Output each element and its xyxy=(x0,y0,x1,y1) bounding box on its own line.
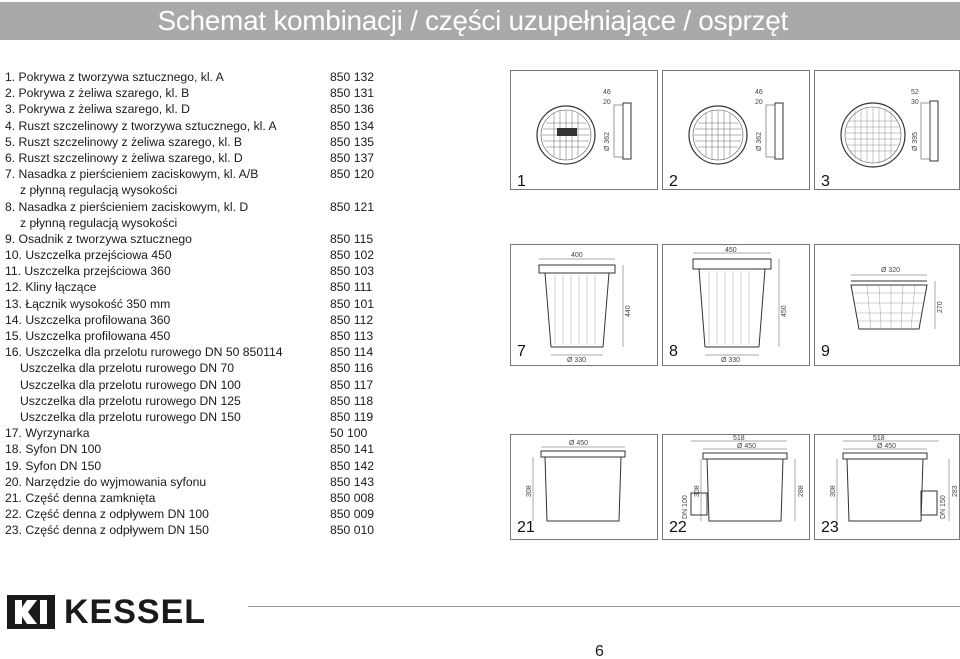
part-label: 22. Część denna z odpływem DN 100 xyxy=(5,507,209,522)
part-code: 850 120 xyxy=(330,167,375,182)
svg-text:30: 30 xyxy=(911,99,919,106)
svg-text:400: 400 xyxy=(571,252,583,259)
part-list-item xyxy=(5,215,375,231)
svg-text:Ø 450: Ø 450 xyxy=(737,443,757,450)
svg-text:450: 450 xyxy=(725,247,737,254)
svg-text:Ø 450: Ø 450 xyxy=(569,440,589,447)
header-bar xyxy=(0,2,960,40)
page-number: 6 xyxy=(595,643,604,659)
part-list-item xyxy=(5,279,375,295)
part-code: 850 135 xyxy=(330,134,375,149)
cover-plastic-drawing xyxy=(511,71,657,189)
part-label: Uszczelka dla przelotu rurowego DN 100 xyxy=(20,377,241,392)
part-label: 1. Pokrywa z tworzywa sztucznego, kl. A xyxy=(5,70,224,84)
part-label: 7. Nasadka z pierścieniem zaciskowym, kl. A/B xyxy=(5,167,259,182)
svg-text:20: 20 xyxy=(603,99,611,106)
part-list-item xyxy=(5,474,375,490)
svg-text:518: 518 xyxy=(733,435,745,442)
drawing-number: 2 xyxy=(669,173,678,190)
part-code: 850 119 xyxy=(330,409,374,424)
svg-text:Ø 320: Ø 320 xyxy=(881,267,901,274)
part-code: 850 111 xyxy=(330,280,373,295)
part-label: 14. Uszczelka profilowana 360 xyxy=(5,312,171,327)
part-code: 850 115 xyxy=(330,231,374,246)
drawing-number: 21 xyxy=(517,519,535,536)
part-code: 850 103 xyxy=(330,264,375,279)
part-code: 850 010 xyxy=(330,523,375,538)
drawing-frame-7 xyxy=(510,244,658,366)
part-label: 15. Uszczelka profilowana 450 xyxy=(5,329,171,343)
part-list-item xyxy=(5,182,375,198)
drawings-grid xyxy=(510,70,960,540)
drawing-frame-22 xyxy=(662,434,810,540)
svg-text:440: 440 xyxy=(625,305,632,317)
part-list-item xyxy=(5,458,375,474)
part-list-item xyxy=(5,393,375,409)
part-code: 850 132 xyxy=(330,70,375,84)
part-label: Uszczelka dla przelotu rurowego DN 70 xyxy=(20,361,235,376)
svg-text:46: 46 xyxy=(603,89,611,96)
brand-name: KESSEL xyxy=(64,593,207,631)
cover-cast-iron-b-drawing xyxy=(663,71,809,189)
part-list-item xyxy=(5,377,375,393)
part-label: 3. Pokrywa z żeliwa szarego, kl. D xyxy=(5,102,190,117)
part-code: 850 116 xyxy=(330,361,374,376)
part-label: 2. Pokrywa z żeliwa szarego, kl. B xyxy=(5,86,190,101)
part-list-item xyxy=(5,409,375,425)
part-list-item xyxy=(5,134,375,150)
part-list-item xyxy=(5,199,375,215)
part-label: 6. Ruszt szczelinowy z żeliwa szarego, kl. D xyxy=(5,150,243,165)
drawing-number: 9 xyxy=(821,343,830,360)
part-list-item xyxy=(5,344,375,360)
svg-text:308: 308 xyxy=(526,485,533,497)
part-label: 12. Kliny łączące xyxy=(5,280,97,295)
part-code: 850 114 xyxy=(330,345,374,360)
part-list-item xyxy=(5,85,375,101)
part-list-item xyxy=(5,69,375,85)
part-list-item xyxy=(5,118,375,134)
drawing-number: 8 xyxy=(669,343,678,360)
part-label: 18. Syfon DN 100 xyxy=(5,442,102,457)
part-list-item xyxy=(5,506,375,522)
part-list-item xyxy=(5,312,375,328)
svg-text:Ø 330: Ø 330 xyxy=(567,357,587,364)
part-list-item xyxy=(5,231,375,247)
drawing-frame-1 xyxy=(510,70,658,190)
part-list-item xyxy=(5,328,375,344)
top-piece-d-drawing xyxy=(663,245,809,365)
part-label: 21. Część denna zamknięta xyxy=(5,490,156,505)
part-code: 850 141 xyxy=(330,442,375,457)
part-code: 50 100 xyxy=(330,426,368,441)
part-label: 16. Uszczelka dla przelotu rurowego DN 50 850114 xyxy=(5,345,283,360)
svg-text:Ø 395: Ø 395 xyxy=(912,131,919,151)
svg-text:450: 450 xyxy=(781,305,788,317)
drawing-number: 23 xyxy=(821,519,839,536)
part-label: Uszczelka dla przelotu rurowego DN 125 xyxy=(20,393,241,408)
svg-text:DN 150: DN 150 xyxy=(940,495,947,519)
cover-cast-iron-d-drawing xyxy=(815,71,959,189)
svg-text:308: 308 xyxy=(694,485,701,497)
part-list-item xyxy=(5,150,375,166)
drawing-number: 1 xyxy=(517,173,526,190)
svg-text:Ø 450: Ø 450 xyxy=(877,443,897,450)
drawing-frame-23 xyxy=(814,434,960,540)
svg-text:270: 270 xyxy=(937,301,944,313)
sediment-basket-drawing xyxy=(815,245,959,365)
part-list-item xyxy=(5,166,375,182)
part-label: 13. Łącznik wysokość 350 mm xyxy=(5,296,171,311)
part-list-item xyxy=(5,425,375,441)
svg-text:518: 518 xyxy=(873,435,885,442)
drawing-frame-8 xyxy=(662,244,810,366)
part-code: 850 113 xyxy=(330,329,374,343)
part-list-item xyxy=(5,490,375,506)
part-label: 4. Ruszt szczelinowy z tworzywa sztucznego, kl. A xyxy=(5,118,277,133)
page-title: Schemat kombinacji / części uzupełniające / osprzęt xyxy=(157,5,788,36)
part-label: 20. Narzędzie do wyjmowania syfonu xyxy=(5,474,207,489)
part-code: 850 121 xyxy=(330,199,375,214)
kessel-logo xyxy=(7,595,227,629)
drawing-frame-21 xyxy=(510,434,658,540)
svg-text:DN 100: DN 100 xyxy=(682,495,689,519)
part-code: 850 102 xyxy=(330,248,375,263)
kessel-logo-icon xyxy=(7,595,55,629)
part-code: 850 101 xyxy=(330,296,375,311)
part-label: Uszczelka dla przelotu rurowego DN 150 xyxy=(20,409,241,424)
footer-divider xyxy=(248,606,960,607)
part-code: 850 143 xyxy=(330,474,375,489)
svg-text:308: 308 xyxy=(830,485,837,497)
svg-text:288: 288 xyxy=(798,485,805,497)
part-code: 850 009 xyxy=(330,507,375,522)
part-code: 850 142 xyxy=(330,458,375,473)
part-list-item xyxy=(5,296,375,312)
parts-list xyxy=(5,69,375,538)
part-label: 8. Nasadka z pierścieniem zaciskowym, kl. D xyxy=(5,199,249,214)
drawing-number: 3 xyxy=(821,173,830,190)
part-list-item xyxy=(5,441,375,457)
part-code: 850 137 xyxy=(330,150,375,165)
part-label: 10. Uszczelka przejściowa 450 xyxy=(5,248,172,263)
drawing-number: 22 xyxy=(669,519,687,536)
part-label: 11. Uszczelka przejściowa 360 xyxy=(5,264,171,279)
svg-text:Ø 362: Ø 362 xyxy=(604,131,611,151)
part-code: 850 136 xyxy=(330,102,375,117)
drawing-frame-3 xyxy=(814,70,960,190)
part-label: 5. Ruszt szczelinowy z żeliwa szarego, kl. B xyxy=(5,134,243,149)
drawing-frame-2 xyxy=(662,70,810,190)
part-list-item xyxy=(5,360,375,376)
part-code: 850 131 xyxy=(330,86,375,101)
part-code: 850 008 xyxy=(330,490,375,505)
part-list-item xyxy=(5,263,375,279)
part-label: 19. Syfon DN 150 xyxy=(5,458,102,473)
part-label: z płynną regulacją wysokości xyxy=(20,215,178,230)
part-label: 23. Część denna z odpływem DN 150 xyxy=(5,523,209,538)
part-list-item xyxy=(5,522,375,538)
drawing-number: 7 xyxy=(517,343,526,360)
svg-text:Ø 362: Ø 362 xyxy=(756,131,763,151)
part-list-item xyxy=(5,101,375,117)
part-code: 850 117 xyxy=(330,377,374,392)
part-code: 850 118 xyxy=(330,393,374,408)
part-label: 17. Wyrzynarka xyxy=(5,426,90,441)
part-list-item xyxy=(5,247,375,263)
svg-text:283: 283 xyxy=(952,485,959,497)
svg-text:46: 46 xyxy=(755,89,763,96)
part-code: 850 134 xyxy=(330,118,375,133)
part-label: z płynną regulacją wysokości xyxy=(20,183,178,198)
part-code: 850 112 xyxy=(330,312,374,327)
drawing-frame-9 xyxy=(814,244,960,366)
part-label: 9. Osadnik z tworzywa sztucznego xyxy=(5,231,192,246)
svg-text:52: 52 xyxy=(911,89,919,96)
top-piece-ab-drawing xyxy=(511,245,657,365)
svg-text:20: 20 xyxy=(755,99,763,106)
svg-text:Ø 330: Ø 330 xyxy=(721,357,741,364)
